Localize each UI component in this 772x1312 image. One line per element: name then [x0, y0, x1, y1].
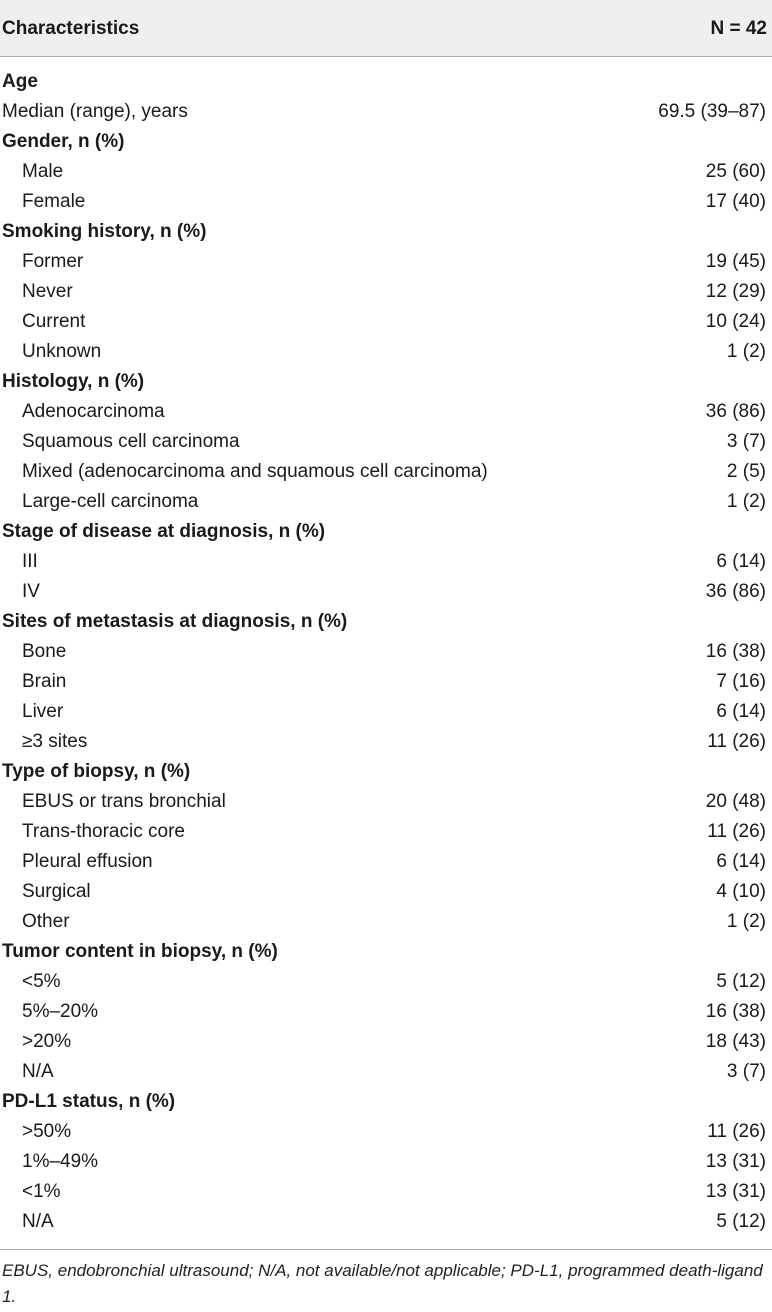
header-characteristics: Characteristics — [2, 18, 140, 39]
section-label: Gender, n (%) — [2, 131, 125, 152]
table-row — [0, 637, 772, 667]
row-label: Median (range), years — [2, 101, 188, 122]
row-label: N/A — [22, 1061, 54, 1082]
row-value: 7 (16) — [716, 671, 766, 692]
row-label: ≥3 sites — [22, 731, 88, 752]
table-row — [0, 487, 772, 517]
section-label: Age — [2, 71, 38, 92]
section-label: PD-L1 status, n (%) — [2, 1091, 176, 1112]
row-label: Mixed (adenocarcinoma and squamous cell carcinoma) — [22, 461, 488, 482]
row-value: 11 (26) — [707, 821, 766, 842]
row-value: 4 (10) — [716, 881, 766, 902]
section-header-row — [0, 757, 772, 787]
table-row — [0, 967, 772, 997]
table-row — [0, 1177, 772, 1207]
header-n: N = 42 — [710, 18, 767, 39]
row-value: 6 (14) — [716, 551, 766, 572]
table-row — [0, 877, 772, 907]
row-label: <5% — [22, 971, 61, 992]
table-row — [0, 1027, 772, 1057]
row-value: 36 (86) — [705, 581, 766, 602]
row-label: N/A — [22, 1211, 54, 1232]
table-row — [0, 307, 772, 337]
table-body — [0, 67, 772, 1237]
table-row — [0, 97, 772, 127]
row-label: Large-cell carcinoma — [22, 491, 199, 512]
row-value: 1 (2) — [726, 491, 766, 512]
row-label: Unknown — [22, 341, 102, 362]
row-label: Bone — [22, 641, 67, 662]
table-footnote: EBUS, endobronchial ultrasound; N/A, not available/not applicable; PD-L1, programmed death-ligand 1. — [2, 1261, 763, 1306]
row-value: 1 (2) — [726, 911, 766, 932]
row-value: 19 (45) — [705, 251, 766, 272]
row-value: 11 (26) — [707, 731, 766, 752]
section-header-row — [0, 67, 772, 97]
row-value: 13 (31) — [705, 1181, 766, 1202]
row-value: 69.5 (39–87) — [658, 101, 766, 122]
row-label: Trans-thoracic core — [22, 821, 185, 842]
row-value: 3 (7) — [726, 1061, 766, 1082]
row-value: 16 (38) — [705, 641, 766, 662]
table-row — [0, 457, 772, 487]
row-value: 6 (14) — [716, 701, 766, 722]
table-row — [0, 577, 772, 607]
row-value: 20 (48) — [705, 791, 766, 812]
row-value: 25 (60) — [705, 161, 766, 182]
row-value: 36 (86) — [705, 401, 766, 422]
table-row — [0, 337, 772, 367]
table-row — [0, 817, 772, 847]
row-label: Liver — [22, 701, 64, 722]
row-label: 5%–20% — [22, 1001, 99, 1022]
section-header-row — [0, 217, 772, 247]
row-label: Never — [22, 281, 73, 302]
row-label: Male — [22, 161, 64, 182]
footer-divider — [0, 1249, 772, 1250]
row-label: Female — [22, 191, 86, 212]
table-row — [0, 187, 772, 217]
row-label: IV — [22, 581, 40, 602]
row-value: 3 (7) — [726, 431, 766, 452]
row-label: Pleural effusion — [22, 851, 153, 872]
row-value: 11 (26) — [707, 1121, 766, 1142]
row-label: >50% — [22, 1121, 72, 1142]
table-row — [0, 787, 772, 817]
table-row — [0, 277, 772, 307]
row-label: >20% — [22, 1031, 72, 1052]
table-row — [0, 157, 772, 187]
table-row — [0, 847, 772, 877]
row-label: EBUS or trans bronchial — [22, 791, 226, 812]
row-value: 5 (12) — [716, 1211, 766, 1232]
row-value: 5 (12) — [716, 971, 766, 992]
section-label: Type of biopsy, n (%) — [2, 761, 191, 782]
section-header-row — [0, 367, 772, 397]
section-header-row — [0, 517, 772, 547]
table-row — [0, 247, 772, 277]
row-value: 13 (31) — [705, 1151, 766, 1172]
table-row — [0, 397, 772, 427]
section-header-row — [0, 607, 772, 637]
section-header-row — [0, 127, 772, 157]
row-value: 6 (14) — [716, 851, 766, 872]
table-row — [0, 547, 772, 577]
table-row — [0, 727, 772, 757]
table-row — [0, 427, 772, 457]
row-label: Surgical — [22, 881, 91, 902]
section-label: Tumor content in biopsy, n (%) — [2, 941, 278, 962]
row-label: Squamous cell carcinoma — [22, 431, 240, 452]
row-label: 1%–49% — [22, 1151, 99, 1172]
row-label: Other — [22, 911, 70, 932]
section-label: Stage of disease at diagnosis, n (%) — [2, 521, 326, 542]
section-label: Sites of metastasis at diagnosis, n (%) — [2, 611, 348, 632]
table-header — [0, 0, 772, 57]
row-value: 2 (5) — [726, 461, 766, 482]
row-value: 1 (2) — [726, 341, 766, 362]
table-row — [0, 907, 772, 937]
row-label: Brain — [22, 671, 67, 692]
row-label: Adenocarcinoma — [22, 401, 165, 422]
row-label: Former — [22, 251, 84, 272]
table-row — [0, 1207, 772, 1237]
row-label: III — [22, 551, 38, 572]
table-row — [0, 667, 772, 697]
row-value: 16 (38) — [705, 1001, 766, 1022]
row-label: <1% — [22, 1181, 61, 1202]
section-label: Histology, n (%) — [2, 371, 145, 392]
table-row — [0, 1147, 772, 1177]
row-value: 17 (40) — [705, 191, 766, 212]
section-label: Smoking history, n (%) — [2, 221, 207, 242]
row-label: Current — [22, 311, 86, 332]
table-row — [0, 1057, 772, 1087]
table-row — [0, 1117, 772, 1147]
section-header-row — [0, 937, 772, 967]
table-row — [0, 997, 772, 1027]
table-row — [0, 697, 772, 727]
section-header-row — [0, 1087, 772, 1117]
row-value: 18 (43) — [705, 1031, 766, 1052]
row-value: 10 (24) — [705, 311, 766, 332]
row-value: 12 (29) — [705, 281, 766, 302]
